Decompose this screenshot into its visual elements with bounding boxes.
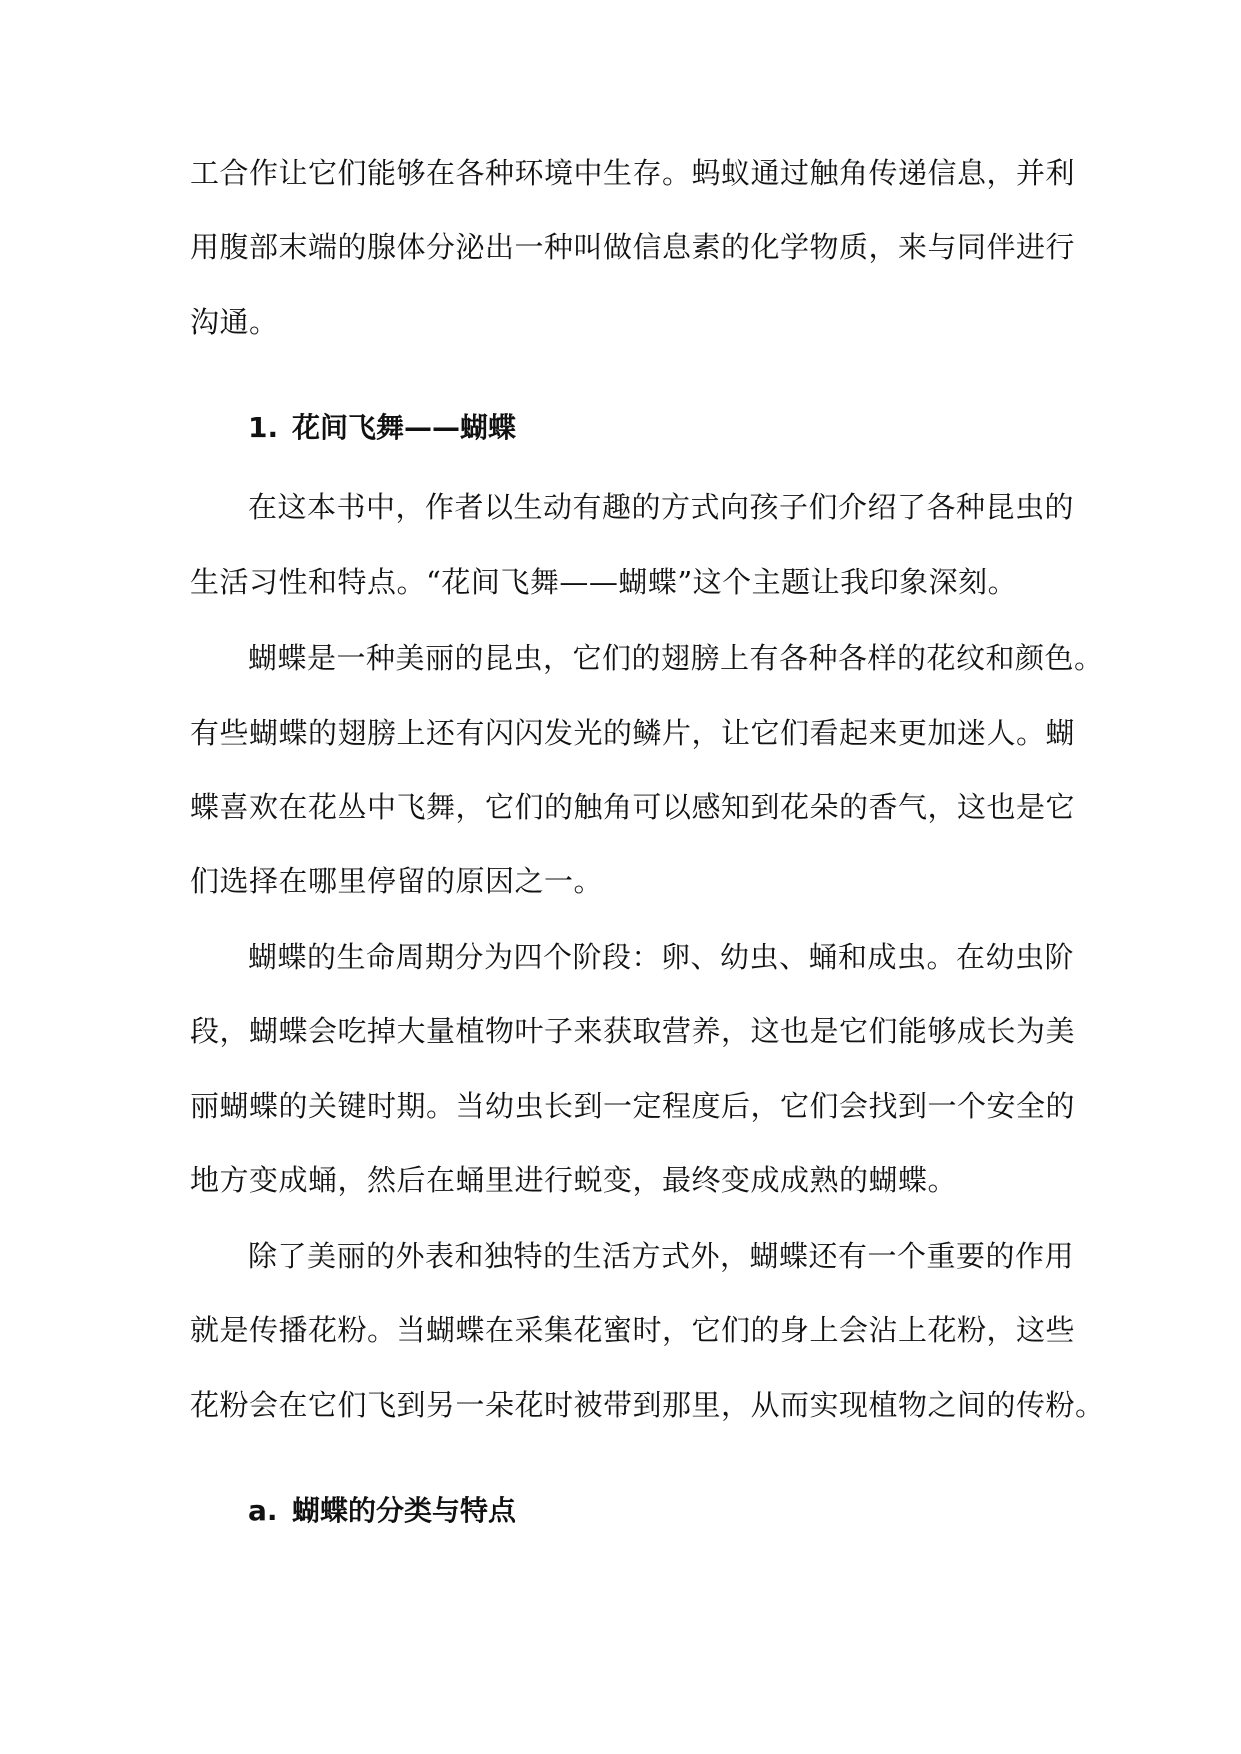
text-line: 蝴蝶是一种美丽的昆虫，它们的翅膀上有各种各样的花纹和颜色。 xyxy=(248,641,1104,675)
text-line: 生活习性和特点。“花间飞舞——蝴蝶”这个主题让我印象深刻。 xyxy=(190,565,1018,599)
section-title: 蝴蝶的分类与特点 xyxy=(292,1494,517,1527)
section-number: a. xyxy=(248,1494,278,1527)
section-heading-1 xyxy=(248,408,516,448)
text-line: 们选择在哪里停留的原因之一。 xyxy=(190,864,604,898)
text-line: 地方变成蛹，然后在蛹里进行蜕变，最终变成成熟的蝴蝶。 xyxy=(190,1163,958,1197)
text-line: 就是传播花粉。当蝴蝶在采集花蜜时，它们的身上会沾上花粉，这些 xyxy=(190,1313,1076,1347)
text-line: 在这本书中，作者以生动有趣的方式向孩子们介绍了各种昆虫的 xyxy=(248,490,1075,524)
text-line: 有些蝴蝶的翅膀上还有闪闪发光的鳞片，让它们看起来更加迷人。蝴 xyxy=(190,716,1076,750)
text-line: 丽蝴蝶的关键时期。当幼虫长到一定程度后，它们会找到一个安全的 xyxy=(190,1089,1076,1123)
text-line: 蝴蝶的生命周期分为四个阶段：卵、幼虫、蛹和成虫。在幼虫阶 xyxy=(248,940,1075,974)
text-line: 沟通。 xyxy=(190,305,279,339)
text-line: 花粉会在它们飞到另一朵花时被带到那里，从而实现植物之间的传粉。 xyxy=(190,1388,1105,1422)
text-line: 用腹部末端的腺体分泌出一种叫做信息素的化学物质，来与同伴进行 xyxy=(190,230,1076,264)
section-heading-a xyxy=(248,1491,516,1531)
text-line: 段，蝴蝶会吃掉大量植物叶子来获取营养，这也是它们能够成长为美 xyxy=(190,1014,1076,1048)
text-line: 蝶喜欢在花丛中飞舞，它们的触角可以感知到花朵的香气，这也是它 xyxy=(190,790,1076,824)
section-number: 1. xyxy=(248,411,279,444)
text-line: 除了美丽的外表和独特的生活方式外，蝴蝶还有一个重要的作用 xyxy=(248,1239,1075,1273)
text-line: 工合作让它们能够在各种环境中生存。蚂蚁通过触角传递信息，并利 xyxy=(190,156,1076,190)
section-title: 花间飞舞——蝴蝶 xyxy=(292,411,517,444)
